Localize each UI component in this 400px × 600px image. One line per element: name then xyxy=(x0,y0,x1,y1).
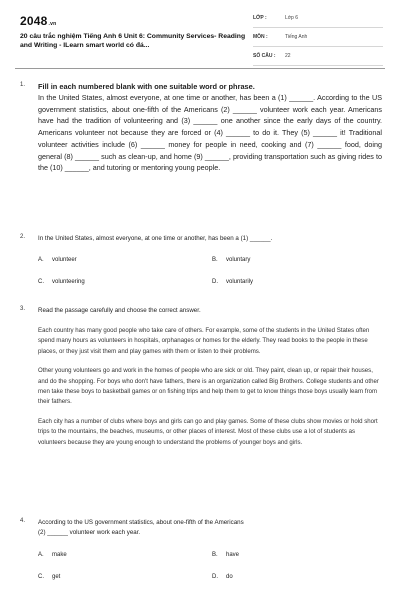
meta-value: Lớp 6 xyxy=(285,15,299,21)
option-a[interactable] xyxy=(38,257,77,263)
meta-key: MÔN : xyxy=(253,34,268,40)
cloze-passage: In the United States, almost everyone, at one time or another, has been a (1) ______. According to the US government statistics, about one-fifth of the Americans (2) ______ volunteer work each year. Americans have had the tradition of volunteering and (3) ______ one another since the early days of the country. Americans volunteer not because they are forced or (4) ______ to do it. They (5) ______ it! Traditional volunteer activities include (6) ______ money for people in need, cooking and (7) ______ food, doing general (8) ______ such as clean-up, and home (9) ______, providing transportation such as giving rides to the (10) ______, and tutoring or mentoring young people. xyxy=(38,93,382,173)
option-text: voluntary xyxy=(226,257,251,263)
meta-key: SỐ CÂU : xyxy=(253,53,276,59)
option-b[interactable] xyxy=(212,552,239,558)
option-label: A. xyxy=(38,552,44,558)
document-title: 20 câu trắc nghiệm Tiếng Anh 6 Unit 6: Community Services- Reading and Writing - ILearn smart world có đá... xyxy=(20,33,246,49)
meta-value: Tiếng Anh xyxy=(285,34,308,40)
option-text: do xyxy=(226,574,233,580)
option-text: make xyxy=(52,552,67,558)
option-d[interactable] xyxy=(212,279,253,285)
question-stem: In the United States, almost everyone, at one time or another, has been a (1) ______. xyxy=(38,235,273,242)
option-d[interactable] xyxy=(212,574,233,580)
document-header xyxy=(0,0,400,66)
question-body xyxy=(38,81,382,174)
question-stem: According to the US government statistics, about one-fifth of the Americans (2) ______ volunteer work each year. xyxy=(38,519,244,536)
question-body xyxy=(38,518,252,538)
option-c[interactable] xyxy=(38,574,60,580)
question-2 xyxy=(20,234,382,294)
option-label: B. xyxy=(212,257,218,263)
question-number: 4. xyxy=(20,518,26,524)
question-number: 2. xyxy=(20,234,26,240)
site-logo[interactable] xyxy=(20,14,56,28)
meta-row-count xyxy=(253,50,383,66)
option-text: have xyxy=(226,552,240,558)
option-label: D. xyxy=(212,574,218,580)
meta-row-subject xyxy=(253,31,383,47)
option-a[interactable] xyxy=(38,552,67,558)
question-4 xyxy=(20,518,382,593)
question-body xyxy=(38,234,382,244)
option-label: B. xyxy=(212,552,218,558)
question-stem: Read the passage carefully and choose the correct answer. xyxy=(38,307,201,314)
question-number: 3. xyxy=(20,306,26,312)
question-number: 1. xyxy=(20,82,26,88)
logo-suffix: .vn xyxy=(48,21,57,27)
question-1 xyxy=(20,81,382,221)
option-text: voluntarily xyxy=(226,279,254,285)
passage-paragraph: Each country has many good people who take care of others. For example, some of the students in the United States often spend many hours as volunteers in hospitals, orphanages or homes for the elderly. They read books to the people in these places, or they just visit them and play games with them or listen to their problems. xyxy=(38,327,370,355)
option-text: get xyxy=(52,574,61,580)
option-label: D. xyxy=(212,279,218,285)
question-3 xyxy=(20,306,382,501)
passage-paragraph: Each city has a number of clubs where boys and girls can go and play games. Some of these clubs show movies or hold short trips to the mountains, the beaches, museums, or other places of interest. Most of these clubs use a lot of students as volunteers because they are young enough to understand the problems of younger boys and girls. xyxy=(38,417,378,446)
meta-key: LỚP : xyxy=(253,15,267,21)
passage-paragraph: Other young volunteers go and work in the homes of people who are sick or old. They paint, clean up, or repair their houses, and do the shopping. For boys who don't have fathers, there is an organization called Big Brothers. College students and other men take these boys to basketball games or on fishing trips and help them to get to know things those boys usually learn from their fathers. xyxy=(38,367,379,406)
option-label: C. xyxy=(38,279,44,285)
option-text: volunteer xyxy=(52,257,77,263)
option-text: volunteering xyxy=(52,279,85,285)
option-label: A. xyxy=(38,257,44,263)
logo-text: 2048 xyxy=(20,14,48,28)
question-instruction: Fill in each numbered blank with one suitable word or phrase. xyxy=(38,82,255,91)
document-meta xyxy=(253,12,383,69)
option-label: C. xyxy=(38,574,44,580)
meta-row-class xyxy=(253,12,383,28)
option-b[interactable] xyxy=(212,257,250,263)
meta-value: 22 xyxy=(285,53,291,59)
question-body xyxy=(38,306,382,448)
header-divider xyxy=(15,68,385,69)
option-c[interactable] xyxy=(38,279,85,285)
